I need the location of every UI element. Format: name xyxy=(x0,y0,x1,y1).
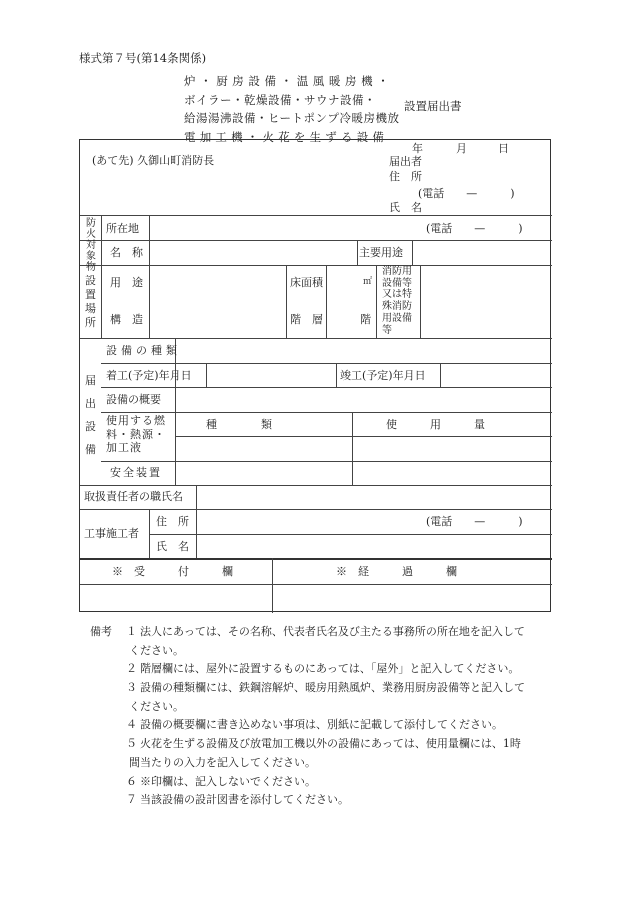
fire-equipment-label: 消防用設備等又は特殊消防用設備等 xyxy=(382,266,412,336)
fuel-label: 使用する燃料・熱源・加工液 xyxy=(106,414,166,454)
date-day-label: 日 xyxy=(498,142,509,155)
safety-label: 安全装置 xyxy=(110,466,162,479)
overview-label: 設備の概要 xyxy=(106,393,161,406)
form-title xyxy=(184,72,400,146)
contractor-label: 工事施工者 xyxy=(84,527,139,540)
target-phone-label: (電話 — ) xyxy=(426,222,523,235)
note-7-number: ７ xyxy=(126,793,137,807)
title-line-4: 電加工機・火花を生ずる設備 xyxy=(184,129,389,144)
equipment-type-label: 設備の種類 xyxy=(106,344,181,357)
note-1-text: 法人にあっては、その名称、代表者氏名及び主たる事務所の所在地を記入して xyxy=(140,625,525,638)
form-number: 様式第７号(第14条関係) xyxy=(79,51,207,65)
note-1-continued: ください。 xyxy=(129,643,184,657)
amount-header: 使 用 量 xyxy=(386,418,485,431)
contractor-phone-label: (電話 — ) xyxy=(426,515,523,528)
target-name-label: 名 称 xyxy=(110,246,143,259)
note-5-text: 火花を生ずる設備及び放電加工機以外の設備にあっては、使用量欄には、1時 xyxy=(140,737,521,751)
note-2-number: ２ xyxy=(126,662,137,676)
note-3-continued: ください。 xyxy=(129,699,184,713)
progress-header: ※ 経 過 欄 xyxy=(336,565,457,578)
reception-header: ※ 受 付 欄 xyxy=(112,565,233,578)
title-line-3: 給湯湯沸設備・ヒートポンプ冷暖房機放 xyxy=(184,111,400,125)
equipment-section-label: 届出設備 xyxy=(85,374,96,456)
location-label: 所在地 xyxy=(106,222,139,235)
form-table xyxy=(79,139,551,612)
note-5-number: ５ xyxy=(126,737,137,751)
main-use-label: 主要用途 xyxy=(359,246,403,259)
note-6-number: ６ xyxy=(126,774,137,788)
title-line-2: ボイラー・乾燥設備・サウナ設備・ xyxy=(184,92,376,107)
floor-label: 階 層 xyxy=(290,313,323,326)
applicant-label: 届出者 xyxy=(389,155,422,168)
note-3-number: ３ xyxy=(126,681,137,695)
applicant-name-label: 氏 名 xyxy=(389,201,422,214)
unit-sqm: ㎡ xyxy=(363,277,373,287)
title-line-1: 炉・厨房設備・温風暖房機・ xyxy=(184,74,394,88)
addressee: (あて先) 久御山町消防長 xyxy=(92,154,215,167)
date-month-label: 月 xyxy=(456,142,467,155)
note-1-number: １ xyxy=(126,625,137,638)
floor-suffix: 階 xyxy=(360,313,371,326)
manager-label: 取扱責任者の職氏名 xyxy=(84,490,183,503)
completion-date-label: 竣工(予定)年月日 xyxy=(340,369,426,382)
target-section-label: 防火対象物 xyxy=(86,218,96,273)
note-3-text: 設備の種類欄には、鉄鋼溶解炉、暖房用熱風炉、業務用厨房設備等と記入して xyxy=(140,681,525,695)
start-date-label: 着工(予定)年月日 xyxy=(106,369,192,382)
date-year-label: 年 xyxy=(412,142,423,155)
note-6-text: ※印欄は、記入しないでください。 xyxy=(140,774,316,788)
place-section-label: 設置場所 xyxy=(85,274,96,329)
kind-header: 種 類 xyxy=(206,418,272,431)
structure-label: 構 造 xyxy=(110,313,143,326)
contractor-address-label: 住 所 xyxy=(156,515,189,528)
title-suffix: 設置届出書 xyxy=(404,99,462,113)
use-label: 用 途 xyxy=(110,276,143,289)
note-2-text: 階層欄には、屋外に設置するものにあっては、「屋外」と記入してください。 xyxy=(140,662,520,676)
note-4-number: ４ xyxy=(126,718,137,732)
note-5-continued: 間当たりの入力を記入してください。 xyxy=(129,755,316,769)
applicant-address-label: 住 所 xyxy=(389,170,422,183)
floor-area-label: 床面積 xyxy=(290,276,323,289)
contractor-name-label: 氏 名 xyxy=(156,540,189,553)
note-4-text: 設備の概要欄に書き込めない事項は、別紙に記載して添付してください。 xyxy=(140,718,503,732)
applicant-phone-label: (電話 — ) xyxy=(418,187,515,200)
notes-label: 備考 xyxy=(90,625,112,638)
note-7-text: 当該設備の設計図書を添付してください。 xyxy=(140,793,349,807)
